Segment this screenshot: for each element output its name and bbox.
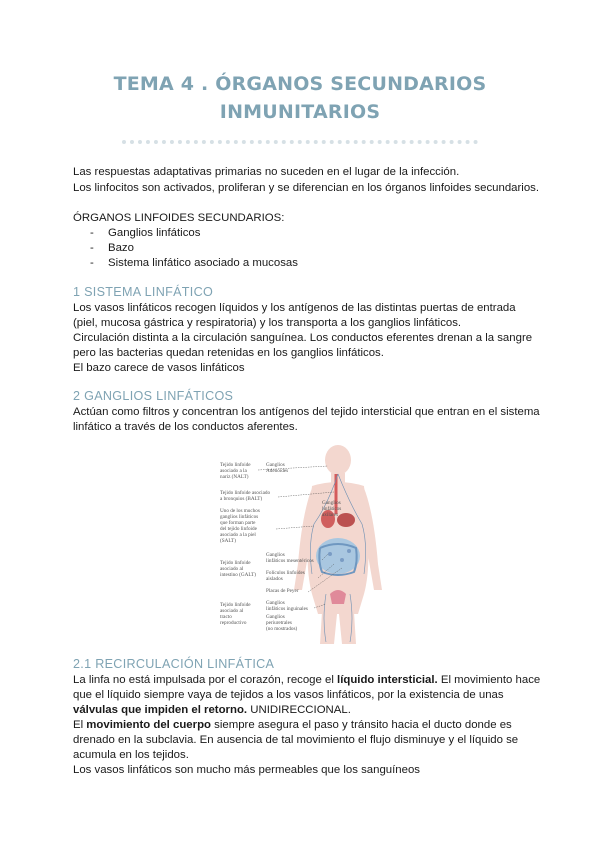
svg-text:Tejido linfoide asociado: Tejido linfoide asociado: [220, 490, 271, 496]
s2-line: linfático a través de los conductos aferentes.: [73, 421, 298, 433]
organs-item: - Bazo: [90, 242, 134, 254]
svg-text:Adenoides: Adenoides: [266, 468, 289, 474]
svg-text:a bronquios (BALT): a bronquios (BALT): [220, 496, 263, 502]
s1-line: (piel, mucosa gástrica y respiratoria) y los transporta a los ganglios linfáticos.: [73, 317, 462, 329]
s2-line: Actúan como filtros y concentran los antígenos del tejido intersticial que entran en el sistema: [73, 406, 540, 418]
title-divider: [122, 140, 478, 148]
s21-line: drenado en la subclavia. En ausencia de tal movimiento el flujo disminuye y el líquido se: [73, 734, 519, 746]
section-heading-1: 1 SISTEMA LINFÁTICO: [73, 285, 214, 299]
svg-text:asociado al: asociado al: [220, 566, 244, 572]
svg-text:Tejido linfoide: Tejido linfoide: [220, 560, 251, 566]
intro-line1: Las respuestas adaptativas primarias no suceden en el lugar de la infección.: [73, 166, 460, 178]
svg-text:Ganglios: Ganglios: [266, 600, 285, 606]
svg-text:tracto: tracto: [220, 614, 232, 620]
svg-text:Ganglios: Ganglios: [266, 462, 285, 468]
svg-text:Ganglios: Ganglios: [266, 614, 285, 620]
intro-line2: Los linfocitos son activados, proliferan y se diferencian en los órganos linfoides secundarios.: [73, 182, 540, 194]
s21-line: válvulas que impiden el retorno. UNIDIRECCIONAL.: [73, 704, 351, 716]
s1-line: Circulación distinta a la circulación sanguínea. Los conductos eferentes drenan a la sangre: [73, 332, 533, 344]
figure-labels-left: [220, 461, 270, 626]
s21-line: que el líquido siempre vaya de tejidos a los vasos linfáticos, por la existencia de unas: [73, 689, 504, 701]
s21-line: El movimiento del cuerpo siempre asegura el paso y tránsito hacia el ducto donde es: [73, 719, 512, 731]
s21-line: Los vasos linfáticos son mucho más permeables que los sanguíneos: [73, 764, 420, 776]
svg-text:Ganglios: Ganglios: [322, 500, 341, 506]
svg-text:aislados: aislados: [266, 576, 283, 582]
organs-item: - Ganglios linfáticos: [90, 227, 201, 239]
organs-heading: ÓRGANOS LINFOIDES SECUNDARIOS:: [73, 212, 285, 224]
organs-item: - Sistema linfático asociado a mucosas: [90, 257, 298, 269]
svg-text:asociado al: asociado al: [220, 608, 244, 614]
svg-text:Tejido linfoide: Tejido linfoide: [220, 462, 251, 468]
svg-text:linfáticos inguinales: linfáticos inguinales: [266, 606, 308, 612]
s1-line: El bazo carece de vasos linfáticos: [73, 362, 245, 374]
svg-text:linfáticos: linfáticos: [322, 506, 342, 512]
svg-text:linfáticos mesentéricos: linfáticos mesentéricos: [266, 558, 314, 564]
svg-text:intestino (GALT): intestino (GALT): [220, 572, 256, 578]
svg-text:del tejido linfoide: del tejido linfoide: [220, 526, 257, 532]
svg-text:Ganglios: Ganglios: [266, 552, 285, 558]
svg-text:asociado a la piel: asociado a la piel: [220, 532, 256, 538]
section-heading-2-1: 2.1 RECIRCULACIÓN LINFÁTICA: [73, 657, 275, 671]
svg-text:reproductivo: reproductivo: [220, 620, 247, 626]
svg-text:ganglios linfáticos: ganglios linfáticos: [220, 514, 259, 520]
page-title-line1: TEMA 4 . ÓRGANOS SECUNDARIOS: [113, 73, 487, 95]
svg-text:Placas de Peyer: Placas de Peyer: [266, 588, 299, 594]
svg-text:(no mostrados): (no mostrados): [266, 626, 298, 632]
s21-line: La linfa no está impulsada por el corazón, recoge el líquido intersticial. El movimiento hace: [73, 674, 541, 686]
svg-text:asociado a la: asociado a la: [220, 468, 247, 474]
svg-text:Folículos linfoides: Folículos linfoides: [266, 570, 305, 576]
s21-line: acumula en los tejidos.: [73, 749, 189, 761]
s1-line: Los vasos linfáticos recogen líquidos y los antígenos de las distintas puertas de entrada: [73, 302, 516, 314]
s1-line: pero las bacterias quedan retenidas en los ganglios linfáticos.: [73, 347, 384, 359]
svg-text:nariz (NALT): nariz (NALT): [220, 474, 249, 480]
section-heading-2: 2 GANGLIOS LINFÁTICOS: [73, 389, 234, 403]
svg-text:que forman parte: que forman parte: [220, 520, 256, 526]
svg-text:axilares: axilares: [322, 512, 339, 518]
lymphatic-system-figure: [218, 444, 408, 644]
page-title-line2: INMUNITARIOS: [219, 101, 381, 123]
svg-text:(SALT): (SALT): [220, 538, 236, 544]
svg-text:Uno de los muchos: Uno de los muchos: [220, 508, 260, 514]
svg-text:Tejido linfoide: Tejido linfoide: [220, 602, 251, 608]
svg-text:periuretrales: periuretrales: [266, 620, 292, 626]
